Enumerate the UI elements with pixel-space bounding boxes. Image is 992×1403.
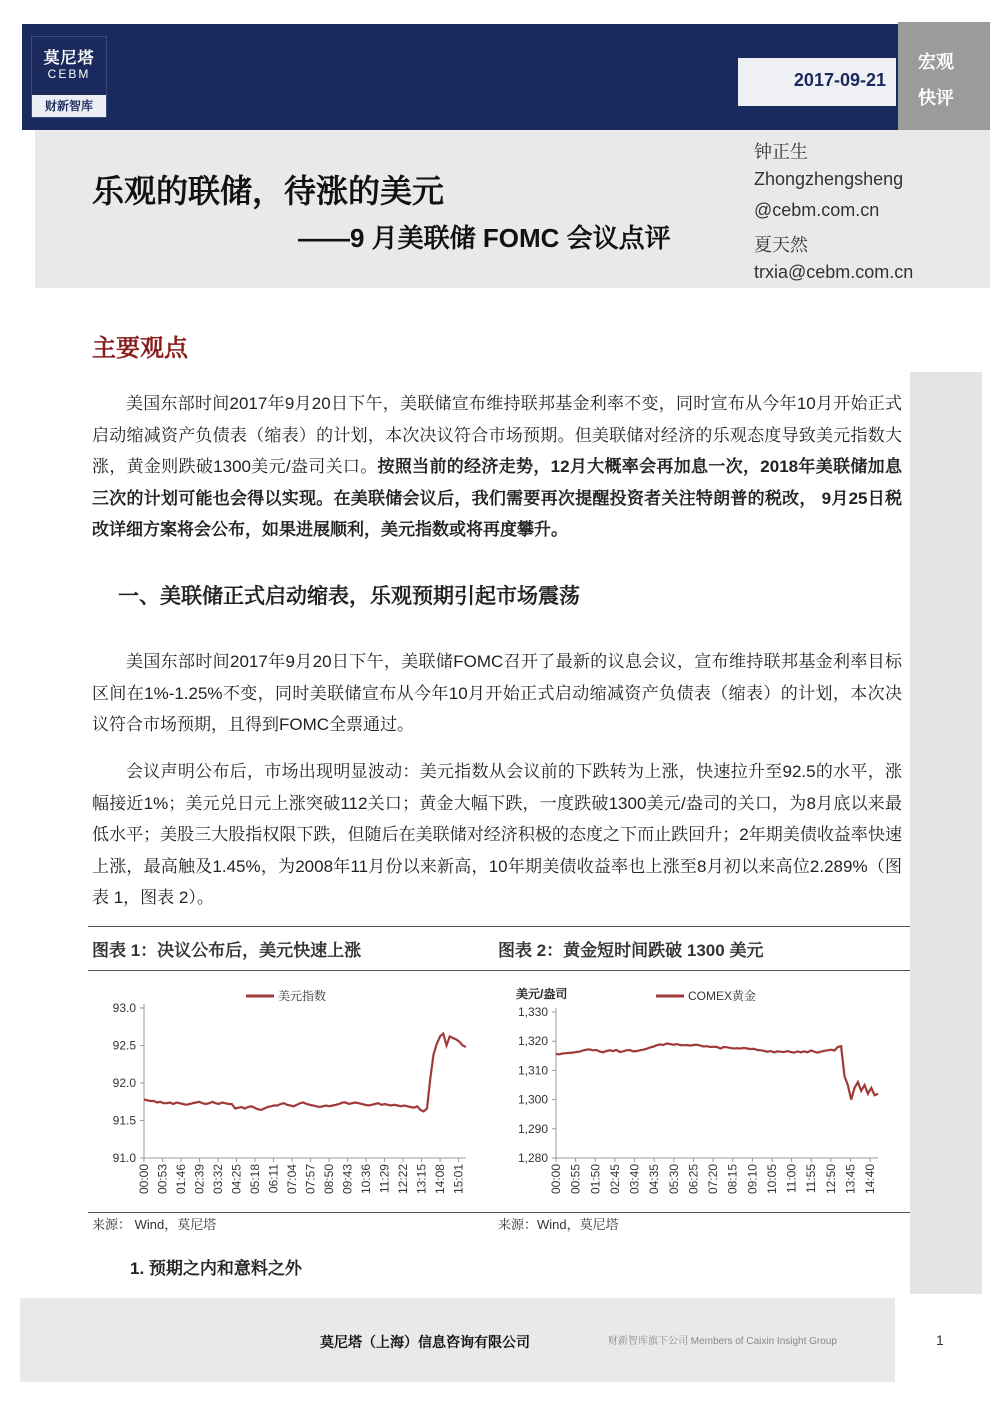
section-1-heading: 一、美联储正式启动缩表，乐观预期引起市场震荡 xyxy=(118,585,580,608)
logo-band-text: 财新智库 xyxy=(32,95,106,117)
author-name-1: 钟正生 xyxy=(754,142,808,162)
author-email-1b: @cebm.com.cn xyxy=(754,200,880,220)
report-type-tag xyxy=(898,22,990,130)
x-tick-label: 08:15 xyxy=(725,1164,740,1195)
x-tick-label: 00:00 xyxy=(549,1164,563,1195)
tag-line-1: 宏观 xyxy=(918,52,954,72)
page-number: 1 xyxy=(936,1332,944,1348)
x-tick-label: 14:40 xyxy=(863,1164,878,1195)
figure-2-source: 来源：Wind，莫尼塔 xyxy=(498,1217,619,1232)
series-line xyxy=(144,1034,466,1112)
figure-2-title: 图表 2：黄金短时间跌破 1300 美元 xyxy=(498,941,764,960)
section-1-paragraph-1: 美国东部时间2017年9月20日下午，美联储FOMC召开了最新的议息会议，宣布维持联邦基金利率目标区间在1%-1.25%不变，同时美联储宣布从今年10月开始正式启动缩减资产负债表（缩表）的计划，本次决议符合市场预期，且得到FOMC全票通过。 xyxy=(92,652,902,734)
usd-index-chart xyxy=(88,978,488,1210)
logo-en-text: CEBM xyxy=(47,67,91,81)
y-tick-label: 1,320 xyxy=(517,1034,548,1049)
x-tick-label: 07:04 xyxy=(285,1164,300,1195)
y-tick-label: 1,280 xyxy=(517,1151,548,1165)
x-tick-label: 06:11 xyxy=(266,1164,281,1194)
x-tick-label: 02:45 xyxy=(607,1164,622,1195)
x-tick-label: 11:29 xyxy=(377,1164,392,1194)
x-tick-label: 02:39 xyxy=(192,1164,207,1195)
figure-1-title: 图表 1：决议公布后，美元快速上涨 xyxy=(92,941,362,960)
x-tick-label: 10:05 xyxy=(764,1164,779,1195)
y-tick-label: 1,290 xyxy=(517,1121,548,1136)
x-tick-label: 00:00 xyxy=(137,1164,151,1195)
x-tick-label: 03:32 xyxy=(211,1164,226,1195)
subsection-heading: 1. 预期之内和意料之外 xyxy=(130,1259,302,1278)
x-tick-label: 07:20 xyxy=(706,1164,721,1195)
logo-cn-text: 莫尼塔 xyxy=(43,50,95,67)
y-tick-label: 1,300 xyxy=(517,1092,548,1107)
report-title: 乐观的联储，待涨的美元 xyxy=(92,173,445,209)
author-name-2: 夏天然 xyxy=(754,235,808,255)
y-tick-label: 1,330 xyxy=(517,1005,548,1019)
side-margin-band xyxy=(910,372,982,1294)
x-tick-label: 13:15 xyxy=(414,1164,429,1195)
comex-gold-chart xyxy=(494,978,900,1210)
x-tick-label: 15:01 xyxy=(451,1164,466,1195)
x-tick-label: 09:10 xyxy=(745,1164,760,1195)
date-box xyxy=(738,58,896,106)
company-logo xyxy=(31,36,107,118)
x-tick-label: 03:40 xyxy=(627,1164,642,1195)
x-tick-label: 12:22 xyxy=(396,1164,411,1195)
y-tick-label: 1,310 xyxy=(517,1063,548,1078)
summary-bold-text: 按照当前的经济走势，12月大概率会再加息一次，2018年美联储加息三次的计划可能也会得以实现。在美联储会议后，我们需要再次提醒投资者关注特朗普的税改， 9月25日税改详细方案将会公布，如果进展顺利，美元指数或将再度攀升。 xyxy=(92,457,902,539)
report-subtitle: ——9 月美联储 FOMC 会议点评 xyxy=(298,223,671,253)
x-tick-label: 00:55 xyxy=(568,1164,583,1195)
footer-company: 莫尼塔（上海）信息咨询有限公司 xyxy=(320,1334,530,1350)
x-tick-label: 04:25 xyxy=(229,1164,244,1195)
x-tick-label: 11:55 xyxy=(804,1164,819,1194)
summary-text: 美国东部时间2017年9月20日下午，美联储宣布维持联邦基金利率不变，同时宣布从今年10月开始正式启动缩减资产负债表（缩表）的计划，本次决议符合市场预期。但美联储对经济的乐观态度导致美元指数大涨，黄金则跌破1300美元/盎司关口。 xyxy=(92,394,902,476)
x-tick-label: 01:50 xyxy=(588,1164,603,1195)
x-tick-label: 10:36 xyxy=(359,1164,374,1195)
figure-title-rule xyxy=(88,970,910,971)
x-tick-label: 13:45 xyxy=(843,1164,858,1195)
x-tick-label: 09:43 xyxy=(340,1164,355,1195)
y-tick-label: 92.0 xyxy=(112,1076,136,1090)
x-tick-label: 00:53 xyxy=(155,1164,170,1195)
series-line xyxy=(556,1044,878,1100)
footer-member-text: 财新智库旗下公司 Members of Caixin Insight Group xyxy=(608,1336,837,1347)
x-tick-label: 06:25 xyxy=(686,1164,701,1195)
x-tick-label: 12:50 xyxy=(823,1164,838,1195)
x-tick-label: 08:50 xyxy=(322,1164,337,1195)
x-tick-label: 05:30 xyxy=(666,1164,681,1195)
legend-label: COMEX黄金 xyxy=(688,989,757,1003)
y-axis-label: 美元/盎司 xyxy=(516,987,568,1001)
author-email-1a: Zhongzhengsheng xyxy=(754,169,904,189)
report-date: 2017-09-21 xyxy=(793,70,886,90)
figure-top-rule xyxy=(88,926,910,927)
y-tick-label: 93.0 xyxy=(112,1001,136,1015)
y-tick-label: 92.5 xyxy=(112,1038,136,1053)
summary-heading: 主要观点 xyxy=(92,335,188,362)
y-tick-label: 91.5 xyxy=(112,1113,136,1128)
tag-line-2: 快评 xyxy=(918,88,954,108)
section-1-paragraph-2: 会议声明公布后，市场出现明显波动：美元指数从会议前的下跌转为上涨，快速拉升至92.5的水平，涨幅接近1%；美元兑日元上涨突破112关口；黄金大幅下跌，一度跌破1300美元/盎司的关口，为8月底以来最低水平；美股三大股指权限下跌，但随后在美联储对经济积极的态度之下而止跌回升；2年期美债收益率快速上涨，最高触及1.45%，为2008年11月份以来新高，10年期美债收益率也上涨至8月初以来高位2.289%（图表 1，图表 2）。 xyxy=(92,762,902,907)
x-tick-label: 07:57 xyxy=(303,1164,318,1195)
x-tick-label: 11:00 xyxy=(784,1164,799,1194)
author-email-2: trxia@cebm.com.cn xyxy=(754,262,914,282)
summary-paragraph xyxy=(92,388,902,546)
x-tick-label: 14:08 xyxy=(433,1164,448,1195)
x-tick-label: 04:35 xyxy=(647,1164,662,1195)
legend-label: 美元指数 xyxy=(278,989,327,1003)
footer xyxy=(20,1298,895,1382)
y-tick-label: 91.0 xyxy=(112,1151,136,1165)
x-tick-label: 01:46 xyxy=(174,1164,189,1195)
x-tick-label: 05:18 xyxy=(248,1164,263,1195)
figure-bottom-rule xyxy=(88,1212,910,1213)
figure-1-source: 来源： Wind，莫尼塔 xyxy=(92,1217,217,1232)
